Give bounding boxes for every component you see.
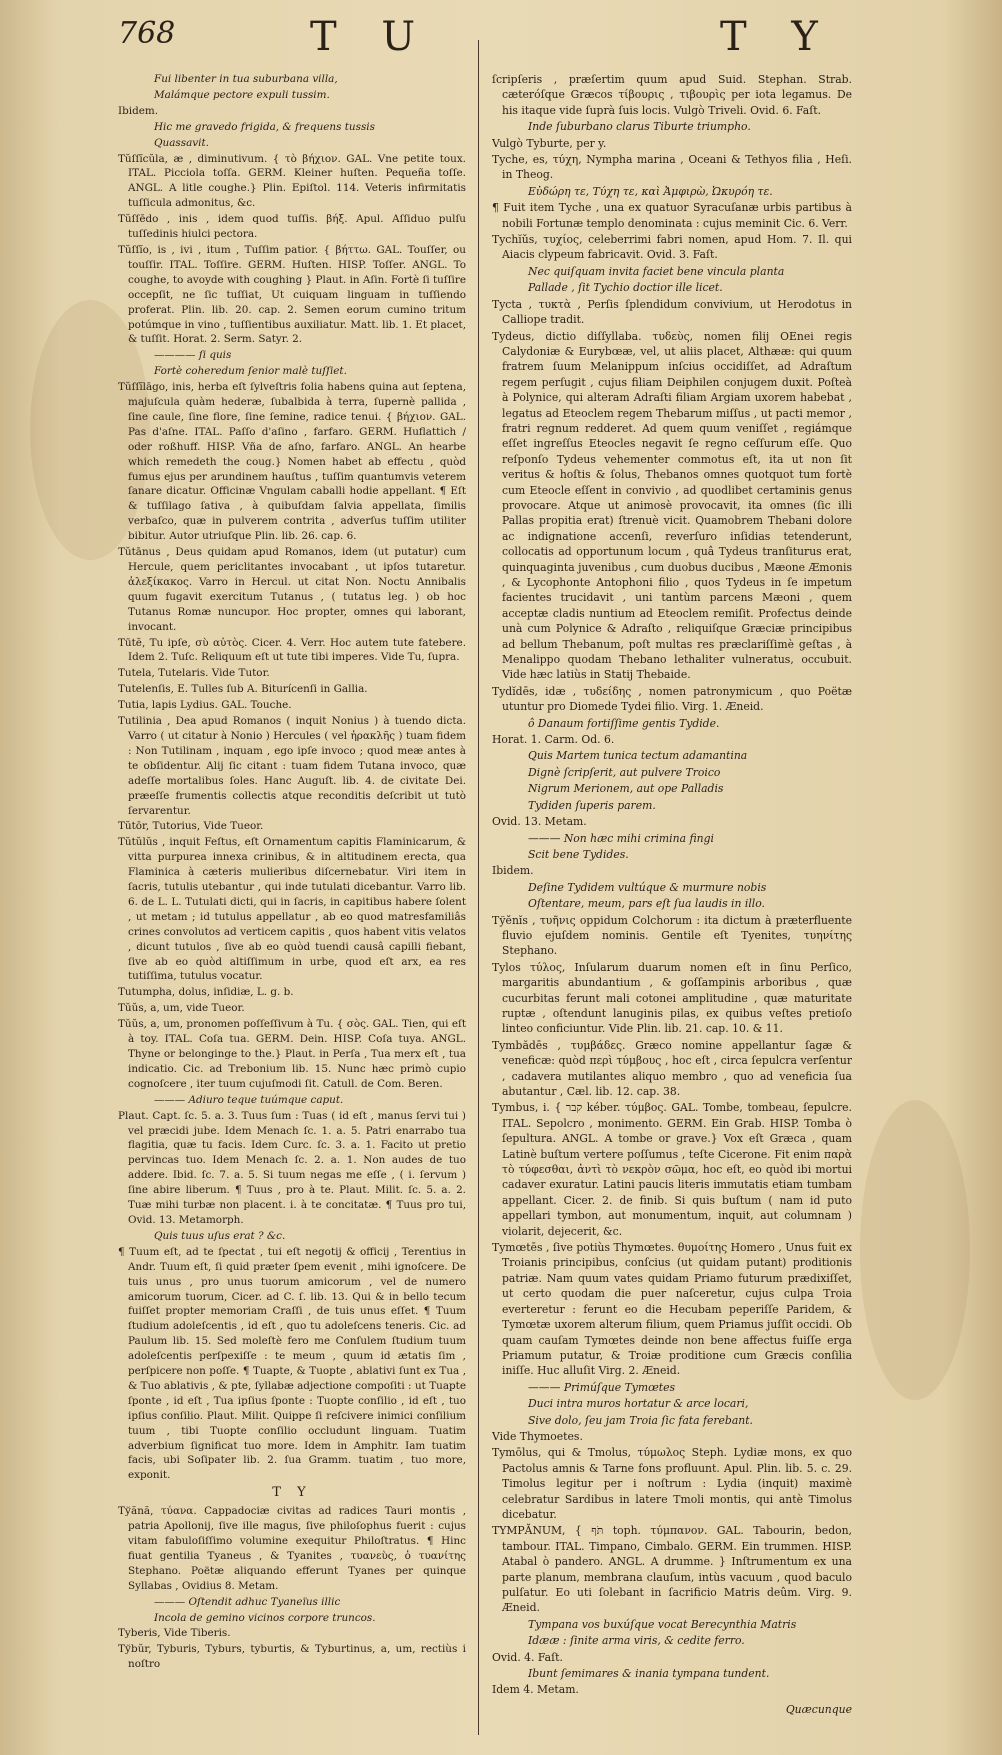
verse-quotation: Idææ : ſinite arma viris, & cedite ferro. bbox=[528, 1634, 745, 1648]
dictionary-entry: Tŭſſĭcŭla, æ , diminutivum. { τὸ βήχιον. GAL. Vne petite toux. ITAL. Picciola toſſa. GERM. Kleiner huſten. Pequeña toſſe. ANGL. A litle coughe.} Plin. Epiſtol. 114. Veteris infirmitatis tuſſicula admonitus, &c. bbox=[118, 152, 466, 210]
dictionary-entry: Ibidem. bbox=[118, 104, 159, 117]
dictionary-entry: Tycta , τυκτὰ , Perſis ſplendidum convivium, ut Herodotus in Calliope tradit. bbox=[492, 297, 852, 327]
dictionary-entry: Idem 4. Metam. bbox=[492, 1683, 579, 1697]
verse-quotation: Quassavit. bbox=[154, 136, 209, 149]
dictionary-entry: Tŭtōr, Tutorius, Vide Tueor. bbox=[118, 820, 264, 833]
verse-quotation: Tydiden ſuperis parem. bbox=[528, 798, 656, 812]
page-header bbox=[0, 14, 1002, 68]
verse-quotation: Εὐδώρη τε, Τύχη τε, καὶ Ἀμφιρὼ, Ὠκυρόη τε. bbox=[528, 184, 773, 198]
verse-quotation: Tympana vos buxúſque vocat Berecynthia Matris bbox=[528, 1617, 797, 1631]
verse-quotation: Scit bene Tydides. bbox=[528, 847, 629, 861]
verse-quotation: Dignè ſcripſerit, aut pulvere Troico bbox=[528, 765, 721, 779]
dictionary-entry: ¶ Fuit item Tyche , una ex quatuor Syracuſanæ urbis partibus à nobili Fortunæ templo denominata : cujus meminit Cic. 6. Verr. bbox=[492, 201, 852, 230]
dictionary-entry: TYMPĂNUM, { תֹּף toph. τύμπανον. GAL. Tabourin, bedon, tambour. ITAL. Timpano, Cimbalo. GERM. Ein trummen. HISP. Atabal ò pandero. ANGL. A drumme. } Inſtrumentum ex una parte planum, membrana clauſum, intùs vacuum , quod baculo pulſatur. Eo uti ſolebant in ſacrificio Matris deûm. Virg. 9. Æneid. bbox=[492, 1524, 852, 1615]
dictionary-entry: Tutia, lapis Lydius. GAL. Touche. bbox=[118, 699, 292, 712]
verse-quotation: Quis tuus uſus erat ? &c. bbox=[154, 1229, 286, 1242]
dictionary-entry: ¶ Tuum eſt, ad te ſpectat , tui eſt negotij & officij , Terentius in Andr. Tuum eſt, ſi quid præter ſpem evenit , mihi ignoſcere. De tuis unus , pro unus tuorum amicorum , vel de numero amicorum tuorum, Cicer. ad C. ſ. lib. 13. Qui & in bello tecum fuiſſet propter memoriam Craſſi , de tuis unus eſſet. ¶ Tuum ſtudium adoleſcentis , id eſt , quo tu adoleſcens teneris. Cic. ad Paulum lib. 15. Sed moleſtè fero me Conſulem ſtudium tuum adoleſcentis perſpexiſſe : te meum , quum id ætatis ſim , perſpicere non poſſe. ¶ Tuapte, & Tuopte , ablativi ſunt ex Tua , & Tuo ablativis , & pte, ſyllabæ adjectione compoſiti : ut Tuapte ſponte , id eſt , Tua ipſius ſponte : Tuopte conſilio , id eſt , tuo ipſius conſilio. Plaut. Milit. Quippe ſi reſcivere inimici conſilium tuum , tibi Tuopte conſilio occludunt linguam. Tuatim adverbium ſignificat tuo more. Idem in Amphitr. Iam tuatim facis, ubi Soſipater lib. 2. ſua Gramm. tuatim , tuo more, exponit. bbox=[118, 1245, 466, 1482]
page-number: 768 bbox=[118, 16, 176, 51]
dictionary-entry: Plaut. Capt. ſc. 5. a. 3. Tuus ſum : Tuas ( id eſt , manus ſervi tui ) vel præcidi jube. Idem Menach ſc. 1. a. 5. Patri enarrabo tua flagitia, quæ tu facis. Idem Curc. ſc. 3. a. 1. Facito ut pretio pervincas tuo. Idem Menach ſc. 2. a. 1. Non audes de tuo addere. Ibid. ſc. 7. a. 5. Si tuum negas me eſſe , ( i. ſervum ) ſine abire liberum. ¶ Tuus , pro à te. Plaut. Milit. ſc. 5. a. 2. Tuæ mihi turbæ non placent. i. à te concitatæ. ¶ Tuus pro tui, Ovid. 13. Metamorph. bbox=[118, 1109, 466, 1226]
verse-quotation: Fortè coheredum ſenior malè tuſſiet. bbox=[154, 365, 347, 378]
dictionary-entry: Tŭtānus , Deus quidam apud Romanos, idem (ut putatur) cum Hercule, quem periclitantes invocabant , ut ipſos tutaretur. ἀλεξίκακος. Varro in Hercul. ut citat Non. Noctu Annibalis quum fugavit exercitum Tutanus , ( tutatus leg. ) ob hoc Tutanus Romæ nuncupor. Hoc propter, omnes qui laborant, invocant. bbox=[118, 546, 466, 633]
dictionary-entry: Ovid. 13. Metam. bbox=[492, 815, 587, 829]
dictionary-entry: Tymbus, i. { קבר kéber. τύμβος. GAL. Tombe, tombeau, ſepulcre. ITAL. Sepolcro , monimento. GERM. Ein Grab. HISP. Tomba ò ſepultura. ANGL. A tombe or grave.} Vox eſt Græca , quam Latinè buſtum vertere poſſumus , teſte Cicerone. Fit enim παρὰ τὸ τύφεσθαι, ἀντὶ τὸ νεκρὸν σῶμα, hoc eſt, eo quòd ibi mortui cadaver exuratur. Latini paucis literis immutatis etiam tumbam appellant. Cicer. 2. de finib. Si quis buſtum ( nam id puto appellari tymbon, aut monumentum, inquit, aut columnam ) violarit, dejecerit, &c. bbox=[492, 1101, 852, 1238]
dictionary-entry: Ovid. 4. Faſt. bbox=[492, 1650, 563, 1664]
paper-stain bbox=[860, 1100, 970, 1400]
verse-quotation: Inde ſuburbano clarus Tiburte triumpho. bbox=[528, 120, 751, 134]
dictionary-entry: Tŭŭs, a, um, vide Tueor. bbox=[118, 1002, 245, 1015]
dictionary-entry: Tutelenſis, E. Tulles ſub A. Biturícenſi in Gallia. bbox=[118, 683, 368, 696]
verse-quotation: Fui libenter in tua suburbana villa, bbox=[154, 73, 338, 85]
dictionary-entry: Tŭſſēdo , inis , idem quod tuſſis. βήξ. Apul. Aſſiduo pulſu tuſſedinis hiulci pectora. bbox=[118, 213, 466, 241]
verse-quotation: Duci intra muros hortatur & arce locari, bbox=[528, 1397, 749, 1411]
verse-quotation: Ibunt ſemimares & inania tympana tundent. bbox=[528, 1667, 770, 1681]
dictionary-entry: Tymōlus, qui & Tmolus, τύμωλος Steph. Lydiæ mons, ex quo Pactolus amnis & Tarne fons profluunt. Apul. Plin. lib. 5. c. 29. Timolus legitur per i noſtrum : Lydia (inquit) maximè celebratur Sardibus in latere Tmoli montis, qui antè Timolus dicebatur. bbox=[492, 1446, 852, 1521]
dictionary-entry: Tŭſſĭo, is , ivi , itum , Tuſſim patior. { βήττω. GAL. Touſſer, ou touſſir. ITAL. Toſſire. GERM. Huſten. HISP. Toſſer. ANGL. To coughe, to avoyde with coughing } Plaut. in Aſin. Fortè ſi tuſſire occepſit, ne ſic tuſſiat, Ut cuiquam linguam in tuſſiendo proferat. Plin. lib. 20. cap. 2. Semen eorum cumino tritum potúmque in vino , tuſſientibus auxiliatur. Matt. lib. 1. Et placet, & tuſſit. Horat. 2. Serm. Satyr. 2. bbox=[118, 243, 466, 346]
verse-quotation: Quis Martem tunica tectum adamantina bbox=[528, 749, 748, 763]
verse-quotation: ——— Non hæc mihi crimina fingi bbox=[528, 831, 714, 845]
dictionary-entry: Tўĕnĭs , τυῆνις oppidum Colchorum : ita dictum à præterfluente fluvio ejuſdem nominis. Gentile eſt Tyenites, τυηνίτης Stephano. bbox=[492, 913, 852, 958]
verse-quotation: ——— Adiuro teque tuúmque caput. bbox=[154, 1093, 344, 1106]
verse-quotation: ——— Oſtendit adhuc Tyaneïus illic bbox=[154, 1595, 341, 1608]
dictionary-entry: Tymbădēs , τυμβάδες. Græco nomine appellantur ſagæ & veneficæ: quòd περὶ τύμβους , hoc eſt , circa ſepulcra verſentur , cadavera mutilantes aliquo membro , quo ad veneficia ſua abutantur , Cæl. lib. 12. cap. 38. bbox=[492, 1038, 852, 1098]
dictionary-entry: Tyberis, Vide Tiberis. bbox=[118, 1627, 231, 1640]
dictionary-entry: Tutumpha, dolus, inſidiæ, L. g. b. bbox=[118, 986, 294, 999]
verse-quotation: Malámque pectore expuli tussim. bbox=[154, 88, 330, 101]
dictionary-entry: Tўbŭr, Tyburis, Tyburs, tyburtis, & Tyburtinus, a, um, rectiùs i noſtro bbox=[118, 1643, 466, 1671]
dictionary-entry: Tūtĕ, Tu ipſe, σὺ αὐτὸς. Cicer. 4. Verr. Hoc autem tute fatebere. Idem 2. Tuſc. Reliquum eſt ut tute tibi imperes. Vide Tu, ſupra. bbox=[118, 636, 466, 664]
verse-quotation: Incola de gemino vicinos corpore truncos. bbox=[154, 1611, 376, 1624]
right-column-body bbox=[492, 72, 852, 1698]
dictionary-entry: Tyche, es, τύχη, Nympha marina , Oceani & Tethyos filia , Heſi. in Theog. bbox=[492, 153, 852, 182]
dictionary-entry: ſcripſeris , præſertim quum apud Suid. Stephan. Strab. cæteróſque Græcos τίβουρις , τιβουρὶς per iota legamus. De his itaque vide ſuprà ſuis locis. Vulgò Triveli. Ovid. 6. Faſt. bbox=[492, 73, 852, 117]
verse-quotation: Deſine Tydidem vultúque & murmure nobis bbox=[528, 880, 767, 894]
verse-quotation: ô Danaum fortiſſime gentis Tydide. bbox=[528, 716, 720, 730]
verse-quotation: Nec quiſquam invita faciet bene vincula planta bbox=[528, 264, 785, 278]
dictionary-entry: Tŭſſĭlāgo, inis, herba eſt ſylveſtris folia habens quina aut ſeptena, majuſcula quàm hederæ, ſubalbida à terra, ſupernè pallida , ſine caule, ſine flore, ſine ſemine, radice tenui. { βήχιον. GAL. Pas d'aſne. ITAL. Paſſo d'aſino , farfaro. GERM. Huflattich / oder roßhuff. HISP. Vña de aſno, farfaro. ANGL. An hearbe which remedeth the coug.} Nomen habet ab effectu , quòd fumus ejus per arundinem hauſtus , tuſſim quantumvis veterem ſanare dicatur. Officinæ Vngulam caballi hodie appellant. ¶ Eſt & tuſſilago ſativa , à quibuſdam ſalvia appellata, ſimilis verbaſco, quæ in pulverem contrita , adverſus tuſſim utiliter bibitur. Autor utriuſque Plin. lib. 26. cap. 6. bbox=[118, 381, 466, 543]
dictionary-entry: Ibidem. bbox=[492, 864, 534, 878]
dictionary-entry: Tutilinia , Dea apud Romanos ( inquit Nonius ) à tuendo dicta. Varro ( ut citatur à Nonio ) Hercules ( vel ἡρακλῆς ) tuam fidem : Non Tutilinam , inquam , ego ipſe invoco ; quod meæ antes à te obſidentur. Alij ſic citant : tuam fidem Tutana invoco, quæ adeſſe mortalibus ſoles. Hanc Auguſt. lib. 4. de civitate Dei. præeſſe frumentis collectis atque reconditis deſcribit ut tutò ſervarentur. bbox=[118, 715, 466, 817]
dictionary-entry: Vide Thymoetes. bbox=[492, 1429, 583, 1443]
column-divider bbox=[478, 40, 479, 1735]
dictionary-entry: Tylos τύλος, Inſularum duarum nomen eſt in ſinu Perſico, margaritis abundantium , & goſſampinis arboribus , quæ cucurbitas ferunt mali cotonei amplitudine , quæ maturitate ruptæ , oſtendunt lanuginis pilas, ex quibus veſtes pretioſo linteo conficiuntur. Vide Plin. lib. 21. cap. 10. & 11. bbox=[492, 960, 852, 1036]
left-running-head: T U bbox=[310, 14, 432, 60]
verse-quotation: Hic me gravedo frigida, & frequens tussis bbox=[154, 120, 375, 133]
left-column bbox=[118, 72, 466, 1737]
dictionary-entry: Vulgò Tyburte, per y. bbox=[492, 136, 607, 150]
catchword: Quæcunque bbox=[785, 1702, 852, 1716]
dictionary-entry: Tychĭŭs, τυχίος, celeberrimi fabri nomen, apud Hom. 7. Il. qui Aiacis clypeum fabricavit. Ovid. 3. Faſt. bbox=[492, 233, 852, 262]
dictionary-entry: Tŭtŭlŭs , inquit Feſtus, eſt Ornamentum capitis Flaminicarum, & vitta purpurea innexa crinibus, & in altitudinem erecta, qua Flaminica à cæteris mulieribus diſcernebatur. Viri item in ſacris, tutulis utebantur , qui inde tutulati dicebantur. Varro lib. 6. de L. L. Tutulati dicti, qui in ſacris, in capitibus habere ſolent , ut metam ; id tutulus appellatur , ab eo quod matresfamiliâs crines convolutos ad verticem capitis , quos habent vitis velatos , dicunt tutulos , ſive ab eo quòd tuendi causâ capilli fiebant, ſive ab eo quòd altiſſimum in urbe, quod eſt arx, ea res tutiſſima, tutulus vocatur. bbox=[118, 836, 466, 983]
verse-quotation: Pallade , ſit Tychio doctior ille licet. bbox=[528, 281, 723, 295]
verse-quotation: Sive dolo, ſeu jam Troia ſic fata ferebant. bbox=[528, 1413, 753, 1427]
dictionary-entry: Tўănă, τύανα. Cappadociæ civitas ad radices Tauri montis , patria Apollonij, ſive ille magus, ſive philoſophus fuerit : cujus vitam fabuloſiſſimo volumine exequitur Philoſtratus. ¶ Hinc fiuat gentilia Tyaneus , & Tyanites , τυανεὺς, ὁ τυανίτης Stephano. Poëtæ aliquando efferunt Tyanes per quinque Syllabas , Ovidius 8. Metam. bbox=[118, 1505, 466, 1592]
verse-quotation: Nigrum Merionem, aut ope Palladis bbox=[528, 782, 724, 796]
verse-quotation: ———— ſi quis bbox=[154, 349, 232, 362]
verse-quotation: Oſtentare, meum, pars eſt ſua laudis in illo. bbox=[528, 897, 765, 911]
dictionary-entry: Tydĭdēs, idæ , τυδείδης , nomen patronymicum , quo Poëtæ utuntur pro Diomede Tydei filio. Virg. 1. Æneid. bbox=[492, 684, 852, 714]
right-running-head: T Y bbox=[720, 14, 834, 60]
section-heading: T Y bbox=[272, 1485, 312, 1501]
verse-quotation: ——— Primúſque Tymœtes bbox=[528, 1380, 676, 1394]
right-column bbox=[492, 72, 852, 1737]
dictionary-entry: Tŭŭs, a, um, pronomen poſſeſſivum à Tu. { σὸς. GAL. Tien, qui eſt à toy. ITAL. Coſa tua. GERM. Dein. HISP. Coſa tuya. ANGL. Thyne or belonginge to the.} Plaut. in Perſa , Tua merx eſt , tua indicatio. Cic. ad Trebonium lib. 15. Nunc hæc primò cupio cognoſcere , iter tuum cujuſmodi ſit. Catull. de Com. Beren. bbox=[118, 1018, 466, 1090]
dictionary-entry: Horat. 1. Carm. Od. 6. bbox=[492, 733, 615, 747]
dictionary-entry: Tydeus, dictio diſſyllaba. τυδεὺς, nomen filij OEnei regis Calydoniæ & Eurybœæ, vel, ut aliis placet, Althææ: qui quum fratrem ſuum Melanippum inſcius occidiſſet, ad Adraſtum regem perſugit , cujus filiam Deiphilen conjugem duxit. Poſteà à Polynice, qui alteram Adraſti filiam Argiam uxorem habebat , legatus ad Eteoclem regem Thebarum miſſus , ut pacti memor , fratri regnum redderet. Ad quem quum veniſſet , regiámque eſſet ingreſſus Eteocles negavit ſe regno ceſſurum eſſe. Quo reſponſo Tydeus vehementer commotus eſt, ita ut non ſit veritus & hoſtis & ſolus, Thebanos omnes quotquot tum fortè cum Eteocle eſſent in convivio , ad quodlibet certaminis genus provocare. Atque ut animosè provocavit, ita omnes (ſic illi Pallas propitia erat) ſtrenuè vicit. Quamobrem Thebani dolore ac indignatione accenſi, reverſuro inſidias tetenderunt, collocatis ad opportunum locum , quâ Tydeus tranſiturus erat, quinquaginta juvenibus , cum duobus ducibus , Mæone Æmonis , & Lycophonte Antophoni filio , quos Tydeus in ſe impetum facientes trucidavit , uni tantùm parcens Mæoni , quem acceptæ cladis nuntium ad Eteoclem remiſit. Profectus deinde unà cum Polynice & Adraſto , reliquiſque Græciæ principibus ad bellum Thebanum, poſt multas res præclariſſimè geſtas , à Menalippo quodam Thebano lethaliter vulneratus, occubuit. Vide hæc latiùs in Statij Thebaide. bbox=[492, 329, 852, 682]
dictionary-entry: Tutela, Tutelaris. Vide Tutor. bbox=[118, 667, 270, 680]
dictionary-entry: Tymœtēs , ſive potiùs Thymœtes. θυμοίτης Homero , Unus fuit ex Troianis principibus, conſcius (ut quidam putant) proditionis patriæ. Nam quum vates quidam Priamo futurum prædixiſſet, ut certo quodam die puer naſceretur, cujus culpa Troia everteretur : ferunt eo die Hecubam peperiſſe Paridem, & Tymœtæ uxorem alterum filium, quem Priamus juſſit occidi. Ob quam cauſam Tymœtes deinde non bene affectus fuiſſe erga Priamum putatur, & Troiæ proditione cum Græcis conſilia iniſſe. Huc alluſit Virg. 2. Æneid. bbox=[492, 1241, 852, 1378]
